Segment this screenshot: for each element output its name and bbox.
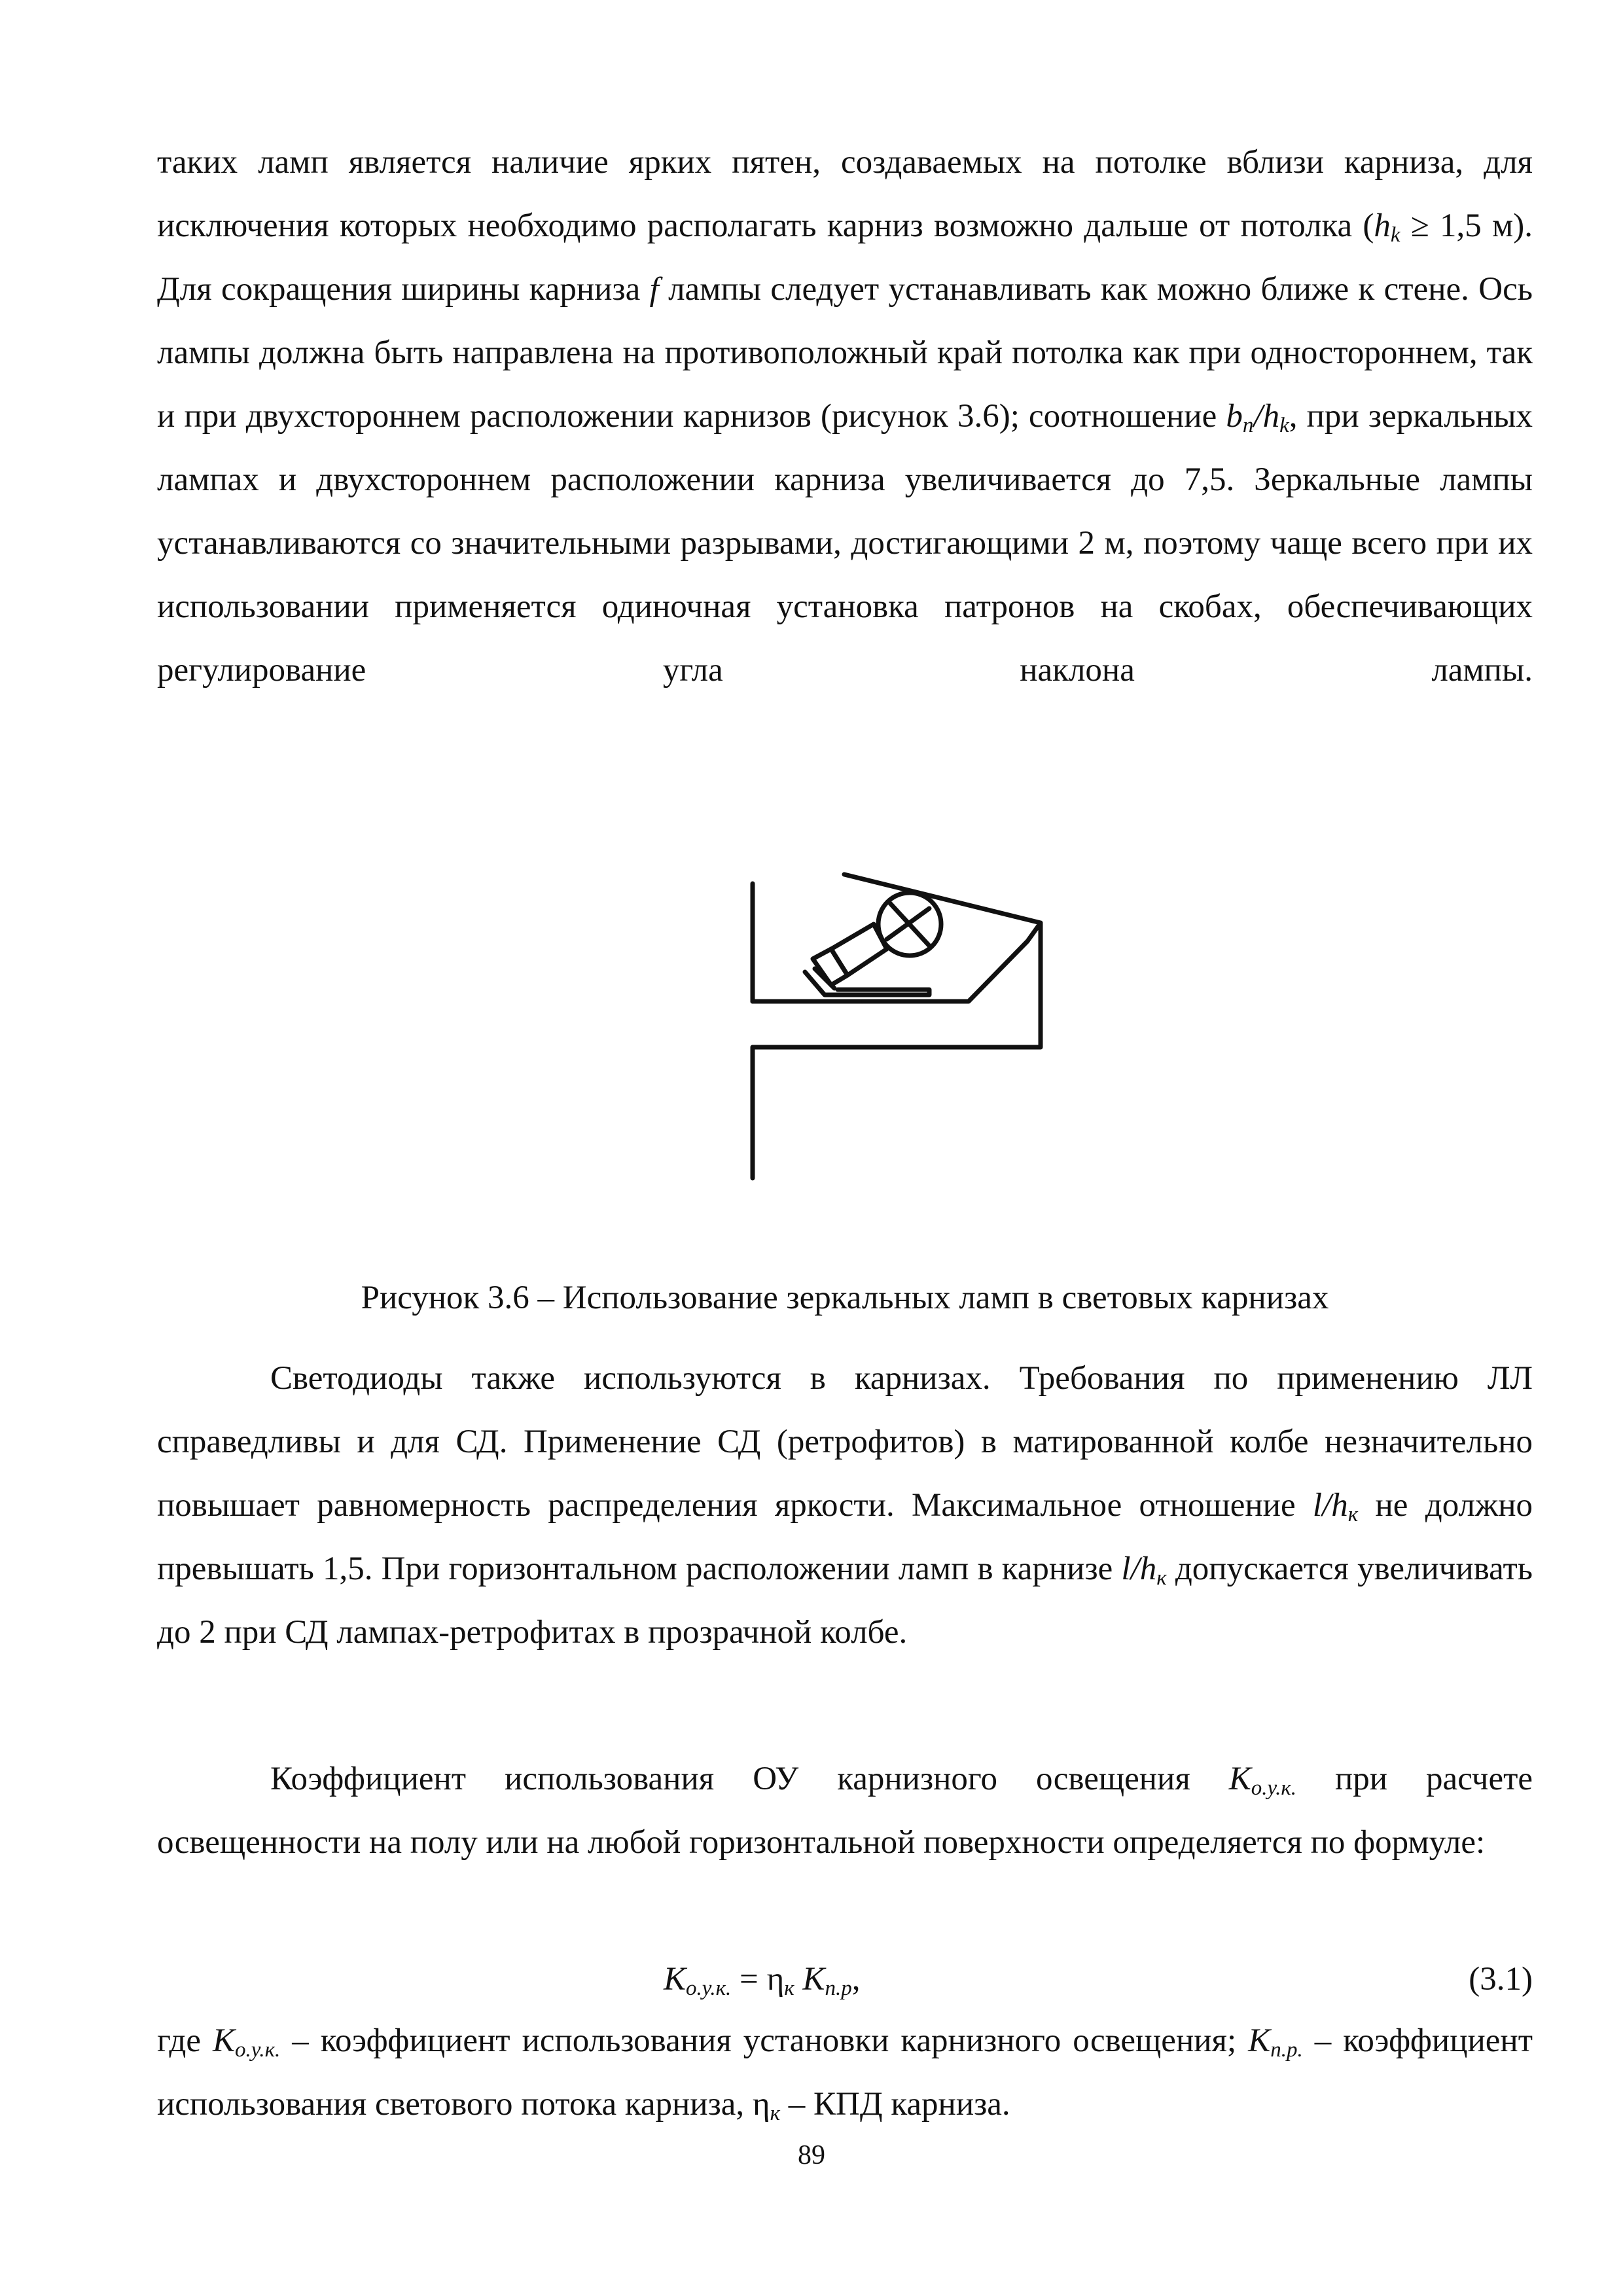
symbol-K: K [212, 2022, 235, 2059]
paragraph-1-text-b: ≥ 1,5 м). Для сокращения ширины карниза [157, 207, 1533, 308]
formula-expression [664, 1948, 860, 2011]
page-number: 89 [798, 2140, 825, 2170]
symbol-h-2: h [1139, 1551, 1157, 1587]
slash-2: / [1130, 1551, 1140, 1587]
formula-number: (3.1) [1469, 1961, 1533, 1998]
paragraph-2-text-b: не должно превышать 1,5. При горизонтальном расположении ламп в карнизе [157, 1487, 1533, 1587]
symbol-eta: η [752, 2086, 770, 2123]
symbol-h-2: h [1262, 398, 1280, 435]
symbol-f: f [649, 271, 659, 308]
symbol-K: K [1228, 1761, 1251, 1797]
cornice-lamp-figure [733, 870, 1099, 1198]
figure-caption: Рисунок 3.6 – Использование зеркальных ламп в световых карнизах [361, 1280, 1329, 1316]
subscript-ouk: о.у.к. [1251, 1776, 1297, 1800]
paragraph-4-text-b: – коэффициент использования установки карнизного освещения; [280, 2022, 1249, 2059]
paragraph-2-text-c: допускается увеличивать до 2 при СД лампах-ретрофитах в прозрачной колбе. [157, 1551, 1533, 1651]
symbol-l-2: l [1121, 1551, 1131, 1587]
paragraph-2 [157, 1347, 1533, 1664]
formula-K2: K [794, 1961, 825, 1998]
paragraph-4 [157, 2009, 1533, 2136]
slash: / [1253, 398, 1263, 435]
slash: / [1322, 1487, 1332, 1524]
subscript-n: n [1242, 414, 1254, 437]
paragraph-3 [157, 1748, 1533, 1874]
paragraph-3-text-b: при расчете освещенности на полу или на любой горизонтальной поверхности определяется по формуле: [157, 1761, 1533, 1861]
paragraph-4-text-c: – коэффициент использования светового потока карниза, [157, 2022, 1533, 2123]
formula-K2-subscript: п.р [825, 1977, 852, 2000]
paragraph-1 [157, 131, 1533, 702]
formula-comma: , [851, 1961, 861, 1998]
lamp-socket [831, 924, 887, 975]
paragraph-1-text-a: таких ламп является наличие ярких пятен, создаваемых на потолке вблизи карниза, для исключения которых необходимо располагать карниз возможно дальше от потолка ( [157, 144, 1533, 244]
paragraph-1-text-c: лампы следует устанавливать как можно ближе к стене. Ось лампы должна быть направлена на противоположный край потолка как при одностороннем, так и при двухстороннем расположении карнизов (рисунок 3.6); соотношение [157, 271, 1533, 435]
symbol-h: h [1331, 1487, 1348, 1524]
formula-K: K [664, 1961, 687, 1998]
subscript-k-2: k [1279, 414, 1289, 437]
paragraph-4-text-d: – КПД карниза. [780, 2086, 1010, 2123]
subscript-k: к [770, 2102, 780, 2125]
symbol-K-2: K [1248, 2022, 1271, 2059]
subscript-ouk: о.у.к. [235, 2038, 281, 2062]
formula-K-subscript: о.у.к. [686, 1977, 732, 2000]
formula-3-1 [157, 1948, 1533, 2011]
subscript-k-2: к [1156, 1566, 1167, 1590]
symbol-l: l [1312, 1487, 1323, 1524]
subscript-k: k [1390, 223, 1400, 247]
symbol-h: h [1374, 207, 1391, 244]
paragraph-4-text-a: где [157, 2022, 213, 2059]
formula-eta: η [766, 1961, 785, 1998]
paragraph-3-text-a: Коэффициент использования ОУ карнизного освещения [270, 1761, 1229, 1797]
cornice-panel [753, 923, 1041, 1047]
paragraph-1-text-d: , при зеркальных лампах и двухстороннем расположении карниза увеличивается до 7,5. Зеркальные лампы устанавливаются со значительными разрывами, достигающими 2 м, поэтому чаще всего при их использовании применяется одиночная установка патронов на скобах, обеспечивающих регулирование угла наклона лампы. [157, 398, 1533, 689]
formula-eta-subscript: к [784, 1977, 794, 2000]
symbol-b: b [1226, 398, 1243, 435]
subscript-pr: п.р. [1270, 2038, 1303, 2062]
lamp-base [813, 949, 847, 985]
formula-equals: = [731, 1961, 767, 1998]
paragraph-2-text-a: Светодиоды также используются в карнизах. Требования по применению ЛЛ справедливы и для СД. Применение СД (ретрофитов) в матированной колбе незначительно повышает равномерность распределения яркости. Максимальное отношение [157, 1360, 1533, 1524]
subscript-k: к [1347, 1503, 1359, 1526]
cornice-top [844, 874, 1041, 923]
